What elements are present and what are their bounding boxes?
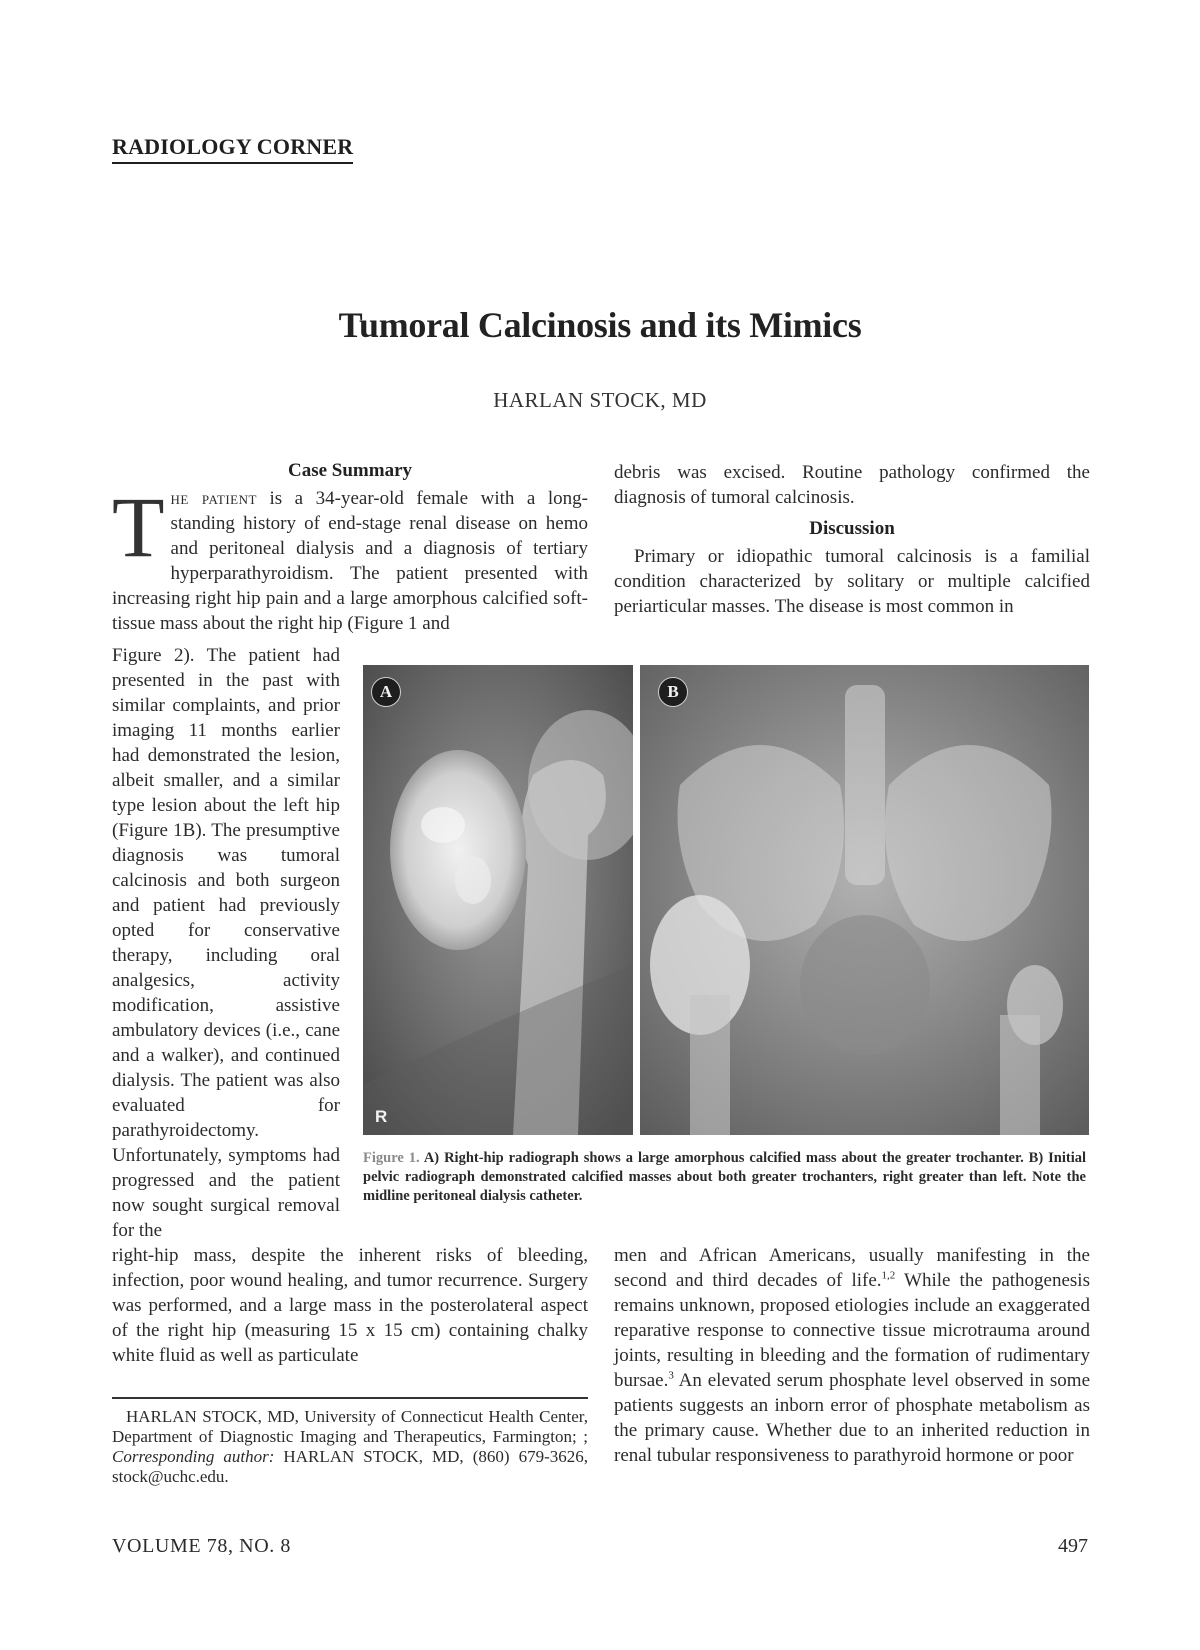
discussion-text-a: men and African Americans, usually manifesting in the second and third decades of life. (614, 1245, 1090, 1291)
corresponding-contact: HARLAN STOCK, MD, (860) 679-3626, stock@uchc.edu. (112, 1447, 588, 1486)
author-affiliation: HARLAN STOCK, MD, University of Connecticut Health Center, Department of Diagnostic Imaging and Therapeutics, Farmington; ; (112, 1407, 588, 1446)
volume-number: VOLUME 78, NO. 8 (112, 1535, 292, 1557)
case-summary-heading: Case Summary (287, 460, 413, 481)
hip-radiograph-image (363, 665, 633, 1135)
drop-cap: T (112, 479, 165, 575)
figure-1b-radiograph (640, 665, 1089, 1135)
article-author: HARLAN STOCK, MD (493, 388, 707, 412)
discussion-paragraph-continued (614, 1243, 1090, 1468)
case-summary-text-top: is a 34-year-old female with a long-standing history of end-stage renal disease on hemo and peritoneal dialysis and a diagnosis of tertiary hyperparathyroidism. The patient presented with increasing right hip pain and a large amorphous calcified soft-tissue mass about the right hip (Figure 1 and (112, 488, 588, 634)
corresponding-label: Corresponding author: (112, 1447, 275, 1466)
lead-smallcaps: he patient (170, 488, 257, 509)
discussion-heading: Discussion (809, 518, 895, 539)
case-summary-paragraph-top (112, 479, 588, 636)
author-footnote (112, 1407, 588, 1487)
footnote-divider (112, 1397, 588, 1399)
page-number: 497 (1058, 1535, 1088, 1557)
case-summary-block (112, 460, 588, 636)
case-summary-continuation: debris was excised. Routine pathology confirmed the diagnosis of tumoral calcinosis. (614, 462, 1090, 508)
figure-caption-label: Figure 1. (363, 1150, 420, 1166)
citation-1-2: 1,2 (881, 1269, 896, 1282)
case-summary-paragraph-bottom: right-hip mass, despite the inherent risks of bleeding, infection, poor wound healing, and tumor recurrence. Surgery was performed, and a large mass in the posterolateral aspect of the right hip (measuring 15 x 15 cm) containing chalky white fluid as well as particulate (112, 1245, 588, 1366)
discussion-text-b: While the pathogenesis remains unknown, proposed etiologies include an exaggerated reparative response to connective tissue microtrauma around joints, resulting in bleeding and the formation of rudimentary bursae. (614, 1270, 1090, 1391)
side-marker-r: R (375, 1107, 388, 1126)
panel-a-label: A (371, 677, 401, 707)
citation-3: 3 (668, 1369, 674, 1382)
discussion-paragraph: Primary or idiopathic tumoral calcinosis is a familial condition characterized by solitary or multiple calcified periarticular masses. The disease is most common in (614, 546, 1090, 617)
figure-caption (363, 1149, 1086, 1206)
article-title: Tumoral Calcinosis and its Mimics (338, 305, 862, 345)
figure-caption-text: A) Right-hip radiograph shows a large amorphous calcified mass about the greater trochanter. B) Initial pelvic radiograph demonstrated calcified masses about both greater trochanters, right greater than left. Note the midline peritoneal dialysis catheter. (363, 1150, 1087, 1204)
panel-b-label: B (658, 677, 688, 707)
right-column-top (614, 460, 1090, 619)
discussion-text-c: An elevated serum phosphate level observed in some patients suggests an inborn error of phosphate metabolism as the primary cause. Whether due to an inherited reduction in renal tubular responsiveness to parathyroid hormone or poor (614, 1370, 1090, 1466)
section-label: RADIOLOGY CORNER (112, 134, 353, 164)
figure-1a-radiograph (363, 665, 633, 1135)
pelvis-radiograph-image (640, 665, 1089, 1135)
case-summary-paragraph-wrap: Figure 2). The patient had presented in the past with similar complaints, and prior imaging 11 months earlier had demonstrated the lesion, albeit smaller, and a similar type lesion about the left hip (Figure 1B). The presumptive diagnosis was tumoral calcinosis and both surgeon and patient had previously opted for conservative therapy, including oral analgesics, activity modification, assistive ambulatory devices (i.e., cane and a walker), and continued dialysis. The patient was also evaluated for parathyroidectomy. Unfortunately, symptoms had progressed and the patient now sought surgical removal for the (112, 645, 340, 1241)
